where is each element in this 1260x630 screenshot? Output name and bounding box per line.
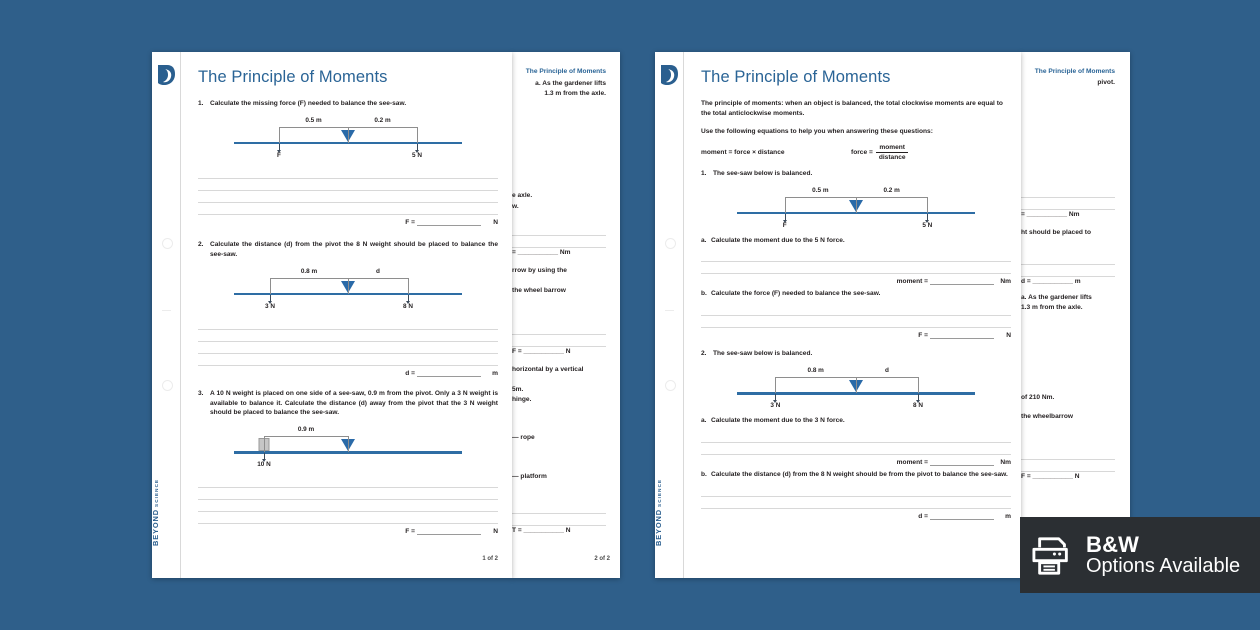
answer-1a-unit: Nm <box>1000 278 1011 286</box>
answer-1b-blank[interactable] <box>930 331 994 339</box>
question-2-part-b <box>701 470 1011 480</box>
answer-1-unit: N <box>493 218 498 226</box>
answer-lines-1a[interactable] <box>701 250 1011 274</box>
brand-name: BEYOND <box>654 508 663 546</box>
left-back-frag-11: — rope <box>512 434 535 442</box>
force-left-label: F <box>277 151 281 159</box>
answer-3-unit: N <box>493 528 498 536</box>
question-1-number: 1. <box>701 169 707 177</box>
left-back-frag-9: 5m. <box>512 385 524 393</box>
intro-paragraph-1: The principle of moments: when an object is balanced, the total clockwise moments are equal to the total anticlockwise moments. <box>701 100 1003 118</box>
left-back-frag-13: T = ___________ N <box>512 526 571 534</box>
force-right-label: 8 N <box>913 402 923 410</box>
right-back-frag-8: F = ___________ N <box>1021 472 1080 480</box>
right-back-title: The Principle of Moments <box>1034 68 1115 75</box>
right-back-frag-1: = ___________ Nm <box>1021 211 1080 219</box>
question-2-number: 2. <box>701 350 707 358</box>
question-1-part-a <box>701 236 1011 246</box>
center-tick <box>162 310 171 311</box>
left-back-title: The Principle of Moments <box>525 68 606 75</box>
part-b-text: Calculate the distance (d) from the 8 N weight should be from the pivot to balance the see-saw. <box>711 471 1008 479</box>
answer-row-2[interactable] <box>198 369 498 377</box>
force-right-label: 8 N <box>403 302 413 310</box>
right-back-frag-5: 1.3 m from the axle. <box>1021 304 1083 312</box>
left-brand-column <box>152 52 180 578</box>
answer-2a-blank[interactable] <box>930 458 994 466</box>
left-back-frag-12: — platform <box>512 472 547 480</box>
part-b-number: b. <box>701 290 707 298</box>
right-back-frag-2: ht should be placed to <box>1021 229 1091 237</box>
seesaw-diagram-1 <box>701 186 1011 232</box>
left-front-footer: 1 of 2 <box>482 556 498 562</box>
answer-1a-label: moment = <box>896 278 928 286</box>
right-back-frag-0: pivot. <box>1097 79 1115 86</box>
hole-punch-bottom <box>665 380 676 391</box>
question-3-text: A 10 N weight is placed on one side of a see-saw, 0.9 m from the pivot. Only a 3 N weight is available to balance it. Calculate the distance (d) away from the pivot that the 3 N weight should be placed to balance the see-saw. <box>210 389 498 417</box>
left-document-group <box>152 52 620 578</box>
right-doc-back-page[interactable] <box>1021 52 1130 578</box>
answer-row-1b[interactable] <box>701 331 1011 339</box>
left-doc-back-page[interactable] <box>512 52 620 578</box>
seesaw-diagram-2 <box>701 366 1011 412</box>
dim-right-label: 0.2 m <box>374 116 391 124</box>
answer-2b-blank[interactable] <box>930 512 994 520</box>
page-title: The Principle of Moments <box>701 68 891 86</box>
force-left-label: 10 N <box>257 461 271 469</box>
hole-punch-top <box>162 238 173 249</box>
answer-lines-1b[interactable] <box>701 304 1011 328</box>
force-right-label: 5 N <box>922 221 933 229</box>
dim-left-label: 0.8 m <box>300 267 318 275</box>
equation-moment: moment = force × distance <box>701 148 785 156</box>
question-2 <box>198 240 498 260</box>
answer-lines-1[interactable] <box>198 167 498 215</box>
fraction-denominator: distance <box>878 153 906 161</box>
bw-badge-line1: B&W <box>1086 531 1140 557</box>
answer-row-1[interactable] <box>198 218 498 226</box>
answer-2-blank[interactable] <box>417 369 481 377</box>
hole-punch-bottom <box>162 380 173 391</box>
equation-force-label: force = <box>851 148 873 156</box>
question-1-part-b <box>701 289 1011 299</box>
answer-2a-unit: Nm <box>1000 459 1011 467</box>
part-b-text: Calculate the force (F) needed to balance the see-saw. <box>711 290 881 298</box>
brand-label <box>654 479 663 546</box>
question-2-text: Calculate the distance (d) from the pivot the 8 N weight should be placed to balance the see-saw. <box>210 240 498 258</box>
answer-row-3[interactable] <box>198 527 498 535</box>
right-back-frag-7: the wheelbarrow <box>1021 412 1074 420</box>
right-brand-column <box>655 52 683 578</box>
left-back-frag-2: e axle. <box>512 192 533 200</box>
center-tick <box>665 310 674 311</box>
dim-left-label: 0.9 m <box>297 426 315 434</box>
question-1-text: Calculate the missing force (F) needed to balance the see-saw. <box>210 100 407 107</box>
question-2-number: 2. <box>198 240 204 248</box>
dim-right-label: 0.2 m <box>883 186 900 194</box>
answer-2a-label: moment = <box>896 459 928 467</box>
answer-lines-2b[interactable] <box>701 485 1011 509</box>
answer-1b-unit: N <box>1006 332 1011 340</box>
answer-3-label: F = <box>405 528 415 536</box>
question-1 <box>198 99 498 109</box>
left-front-body <box>198 68 498 535</box>
answer-1b-label: F = <box>918 332 928 340</box>
answer-row-2b[interactable] <box>701 512 1011 520</box>
right-page-rail <box>683 52 684 578</box>
answer-2-label: d = <box>405 369 415 377</box>
left-back-frag-4: = ___________ Nm <box>512 248 571 256</box>
part-a-text: Calculate the moment due to the 3 N force. <box>711 417 845 425</box>
intro-paragraph-2: Use the following equations to help you when answering these questions: <box>701 128 933 136</box>
question-2 <box>701 349 1011 359</box>
answer-3-blank[interactable] <box>417 527 481 535</box>
left-back-frag-5: rrow by using the <box>512 267 567 275</box>
right-back-frag-3: d = ___________ m <box>1021 277 1081 285</box>
right-back-frag-6: of 210 Nm. <box>1021 394 1055 402</box>
answer-2-unit: m <box>492 369 498 377</box>
equations-row <box>701 144 1011 161</box>
equation-force-fraction <box>876 144 909 161</box>
answer-row-1a[interactable] <box>701 277 1011 285</box>
left-back-frag-0: a. As the gardener lifts <box>535 80 606 87</box>
force-left-label: F <box>782 221 787 229</box>
answer-1-blank[interactable] <box>417 218 481 226</box>
part-a-number: a. <box>701 236 707 244</box>
question-3 <box>198 389 498 419</box>
question-2-text: The see-saw below is balanced. <box>713 350 813 358</box>
right-doc-front-page[interactable] <box>655 52 1021 578</box>
answer-lines-2a[interactable] <box>701 431 1011 455</box>
dim-right-label: d <box>885 367 889 375</box>
fraction-numerator: moment <box>876 144 908 153</box>
dim-right-label: d <box>376 267 380 275</box>
beyond-b-logo-icon <box>157 64 176 86</box>
answer-1-label: F = <box>405 218 415 226</box>
left-doc-front-page[interactable] <box>152 52 512 578</box>
answer-lines-3[interactable] <box>198 476 498 524</box>
dim-left-label: 0.5 m <box>812 186 829 194</box>
beyond-b-logo-icon <box>660 64 679 86</box>
question-2-part-a <box>701 416 1011 426</box>
seesaw-diagram-3 <box>198 425 498 471</box>
part-a-text: Calculate the moment due to the 5 N force. <box>711 236 845 244</box>
left-back-footer: 2 of 2 <box>594 556 610 562</box>
question-1-number: 1. <box>198 100 204 107</box>
left-page-rail <box>180 52 181 578</box>
bw-options-badge <box>1020 517 1260 593</box>
right-document-group <box>655 52 1130 578</box>
question-3-number: 3. <box>198 389 204 397</box>
seesaw-diagram-1 <box>198 116 498 162</box>
left-back-frag-8: horizontal by a vertical <box>512 365 584 373</box>
part-b-number: b. <box>701 471 707 479</box>
bw-badge-text <box>1086 533 1240 577</box>
question-1-text: The see-saw below is balanced. <box>713 169 813 177</box>
force-left-label: 3 N <box>770 402 781 410</box>
answer-1a-blank[interactable] <box>930 277 994 285</box>
answer-2b-unit: m <box>1005 513 1011 520</box>
left-back-frag-1: 1.3 m from the axle. <box>544 90 606 98</box>
force-left-label: 3 N <box>265 302 275 310</box>
left-back-frag-10: hinge. <box>512 396 532 404</box>
question-1 <box>701 169 1011 179</box>
left-back-frag-7: F = ___________ N <box>512 347 571 355</box>
page-title: The Principle of Moments <box>198 68 388 86</box>
brand-label <box>151 479 160 546</box>
force-right-label: 5 N <box>412 151 422 159</box>
part-a-number: a. <box>701 417 707 425</box>
answer-row-2a[interactable] <box>701 458 1011 466</box>
answer-2b-label: d = <box>918 513 928 520</box>
printer-icon <box>1020 534 1086 576</box>
right-back-frag-4: a. As the gardener lifts <box>1021 293 1092 301</box>
hole-punch-top <box>665 238 676 249</box>
brand-sub: SCIENCE <box>657 478 662 507</box>
seesaw-diagram-2 <box>198 267 498 313</box>
dim-left-label: 0.5 m <box>305 116 322 124</box>
left-back-frag-6: the wheel barrow <box>512 287 566 295</box>
right-front-body <box>701 68 1011 520</box>
brand-sub: SCIENCE <box>154 478 159 507</box>
answer-lines-2[interactable] <box>198 318 498 366</box>
left-back-frag-3: w. <box>512 202 519 210</box>
brand-name: BEYOND <box>151 508 160 546</box>
bw-badge-line2: Options Available <box>1086 555 1241 578</box>
dim-left-label: 0.8 m <box>807 367 824 375</box>
